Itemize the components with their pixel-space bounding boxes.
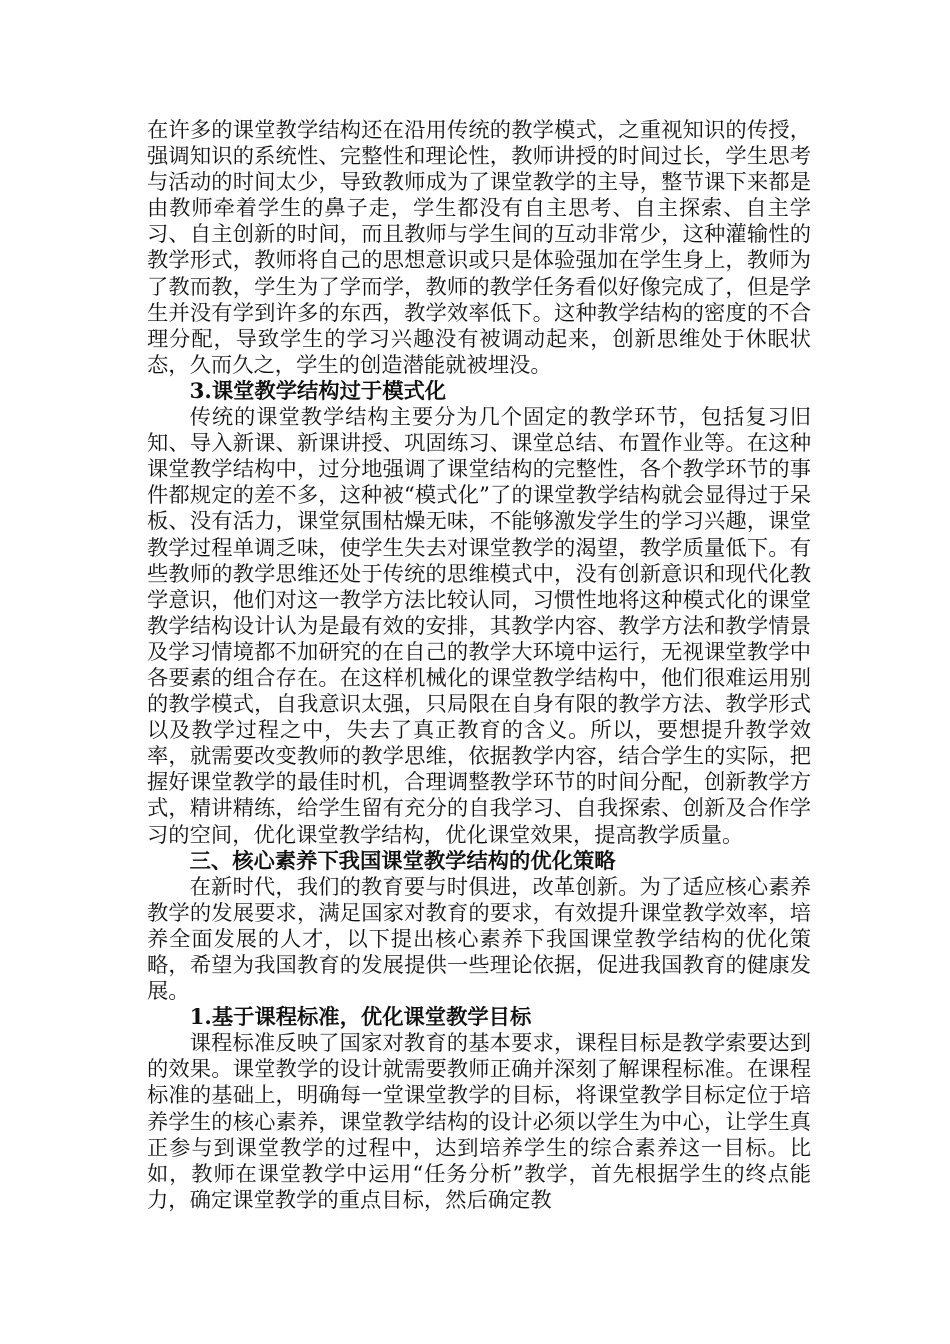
subheading-3: 3.课堂教学结构过于模式化 xyxy=(189,378,447,404)
paragraph-section-intro: 在新时代，我们的教育要与时俱进，改革创新。为了适应核心素养教学的发展要求，满足国家对教育的要求，有效提升课堂教学效率，培养全面发展的人才，以下提出核心素养下我国课堂教学结构的优化策略，希望为我国教育的发展提供一些理论依据，促进我国教育的健康发展。 xyxy=(147,874,811,1005)
section-heading-3: 三、核心素养下我国课堂教学结构的优化策略 xyxy=(189,848,616,874)
paragraph-continuation: 在许多的课堂教学结构还在沿用传统的教学模式，之重视知识的传授，强调知识的系统性、完整性和理论性，教师讲授的时间过长，学生思考与活动的时间太少，导致教师成为了课堂教学的主导，整节课下来都是由教师牵着学生的鼻子走，学生都没有自主思考、自主探索、自主学习、自主创新的时间，而且教师与学生间的互动非常少，这种灌输性的教学形式，教师将自己的思想意识或只是体验强加在学生身上，教师为了教而教，学生为了学而学，教师的教学任务看似好像完成了，但是学生并没有学到许多的东西，教学效率低下。这种教学结构的密度的不合理分配，导致学生的学习兴趣没有被调动起来，创新思维处于休眠状态，久而久之，学生的创造潜能就被埋没。 xyxy=(147,118,811,378)
paragraph-modeling: 传统的课堂教学结构主要分为几个固定的教学环节，包括复习旧知、导入新课、新课讲授、巩固练习、课堂总结、布置作业等。在这种课堂教学结构中，过分地强调了课堂结构的完整性，各个教学环节的事件都规定的差不多，这种被“模式化”了的课堂教学结构就会显得过于呆板、没有活力，课堂氛围枯燥无味，不能够激发学生的学习兴趣，课堂教学过程单调乏味，使学生失去对课堂教学的渴望，教学质量低下。有些教师的教学思维还处于传统的思维模式中，没有创新意识和现代化教学意识，他们对这一教学方法比较认同，习惯性地将这种模式化的课堂教学结构设计认为是最有效的安排，其教学内容、教学方法和教学情景及学习情境都不加研究的在自己的教学大环境中运行，无视课堂教学中各要素的组合存在。在这样机械化的课堂教学结构中，他们很难运用别的教学模式，自我意识太强，只局限在自身有限的教学方法、教学形式以及教学过程之中，失去了真正教育的含义。所以，要想提升教学效率，就需要改变教师的教学思维，依据教学内容，结合学生的实际，把握好课堂教学的最佳时机，合理调整教学环节的时间分配，创新教学方式，精讲精练，给学生留有充分的自我学习、自我探索、创新及合作学习的空间，优化课堂教学结构，优化课堂效果，提高教学质量。 xyxy=(147,405,811,848)
paragraph-curriculum: 课程标准反映了国家对教育的基本要求，课程目标是教学索要达到的效果。课堂教学的设计就需要教师正确并深刻了解课程标准。在课程标准的基础上，明确每一堂课堂教学的目标，将课堂教学目标定位于培养学生的核心素养，课堂教学结构的设计必须以学生为中心，让学生真正参与到课堂教学的过程中，达到培养学生的综合素养这一目标。比如，教师在课堂教学中运用“任务分析”教学，首先根据学生的终点能力，确定课堂教学的重点目标，然后确定教 xyxy=(147,1031,811,1213)
subheading-1: 1.基于课程标准，优化课堂教学目标 xyxy=(189,1005,532,1031)
body-text xyxy=(147,118,811,1214)
